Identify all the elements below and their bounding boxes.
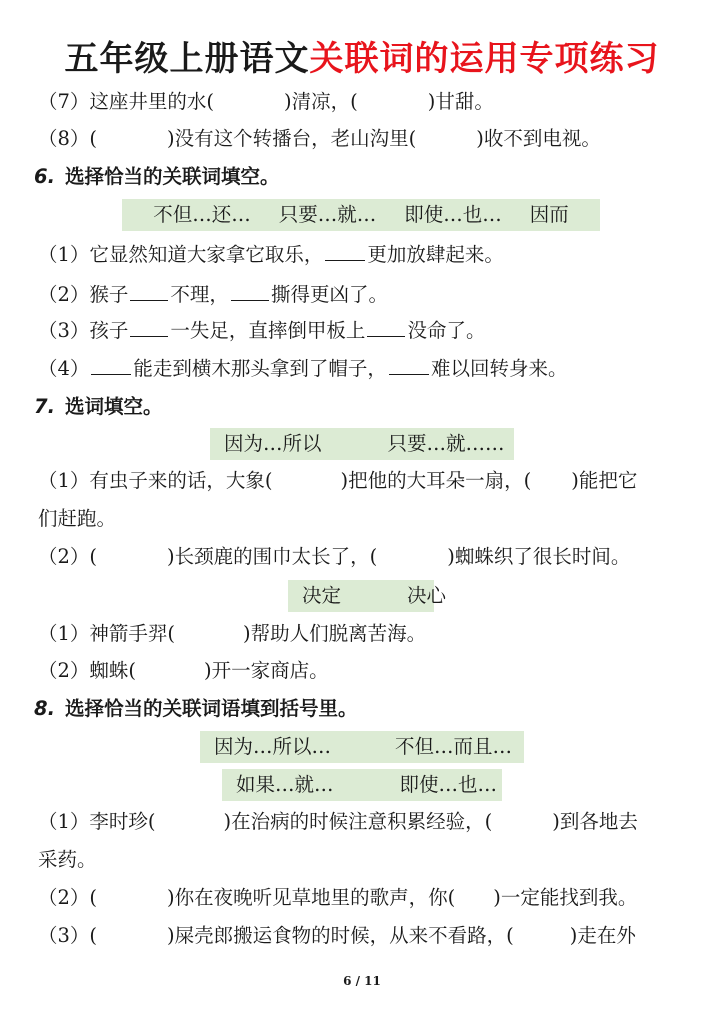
section-7-question-3: （1）神箭手羿( )帮助人们脱离苦海。 bbox=[38, 622, 427, 645]
option: 即使…也… bbox=[404, 203, 502, 226]
option: 因为…所以… bbox=[214, 735, 332, 758]
option: 即使…也… bbox=[399, 773, 498, 796]
section-6-options-box bbox=[122, 199, 600, 231]
section-7-heading: 7. 选词填空。 bbox=[34, 395, 163, 418]
title-red: 关联词的运用专项练习 bbox=[309, 39, 660, 79]
section-6-question-3: （3）孩子 一失足，直摔倒甲板上 没命了。 bbox=[38, 316, 485, 345]
section-7-question-2: （2）( )长颈鹿的围巾太长了，( )蜘蛛织了很长时间。 bbox=[38, 545, 631, 568]
page-number: 6 / 11 bbox=[343, 974, 381, 988]
option: 因而 bbox=[529, 203, 569, 226]
option: 决心 bbox=[407, 584, 447, 607]
option: 如果…就… bbox=[236, 773, 334, 796]
section-7-options-box-2 bbox=[288, 580, 447, 612]
option: 决定 bbox=[302, 584, 342, 607]
option: 不但…还… bbox=[153, 203, 251, 226]
page-title bbox=[0, 36, 724, 82]
section-6-heading: 6. 选择恰当的关联词填空。 bbox=[34, 165, 280, 188]
question-8-line: （8）( )没有这个转播台，老山沟里( )收不到电视。 bbox=[38, 127, 601, 150]
option: 只要…就…… bbox=[387, 432, 505, 455]
section-8-question-1-cont: 采药。 bbox=[38, 848, 97, 871]
title-black: 五年级上册语文 bbox=[64, 39, 310, 79]
section-7-options-box-1 bbox=[210, 428, 514, 460]
section-8-heading: 8. 选择恰当的关联词语填到括号里。 bbox=[34, 697, 358, 720]
section-6-question-1: （1）它显然知道大家拿它取乐， 更加放肆起来。 bbox=[38, 240, 504, 269]
section-8-options-box-2 bbox=[222, 769, 502, 801]
section-8-question-3: （3）( )屎壳郎搬运食物的时候，从来不看路，( )走在外 bbox=[38, 924, 636, 947]
option: 因为…所以 bbox=[224, 432, 322, 455]
section-7-question-4: （2）蜘蛛( )开一家商店。 bbox=[38, 659, 329, 682]
section-6-question-2: （2）猴子 不理， 撕得更凶了。 bbox=[38, 280, 388, 309]
section-7-question-1-cont: 们赶跑。 bbox=[38, 507, 117, 530]
section-8-question-2: （2）( )你在夜晚听见草地里的歌声，你( )一定能找到我。 bbox=[38, 886, 638, 909]
option: 只要…就… bbox=[278, 203, 377, 226]
section-8-options-box-1 bbox=[200, 731, 524, 763]
section-7-question-1: （1）有虫子来的话，大象( )把他的大耳朵一扇，( )能把它 bbox=[38, 469, 638, 492]
section-8-question-1: （1）李时珍( )在治病的时候注意积累经验，( )到各地去 bbox=[38, 810, 638, 833]
question-7-line: （7）这座井里的水( )清凉，( )甘甜。 bbox=[38, 90, 494, 113]
option: 不但…而且… bbox=[395, 735, 513, 758]
section-6-question-4: （4） 能走到横木那头拿到了帽子， 难以回转身来。 bbox=[38, 354, 567, 383]
